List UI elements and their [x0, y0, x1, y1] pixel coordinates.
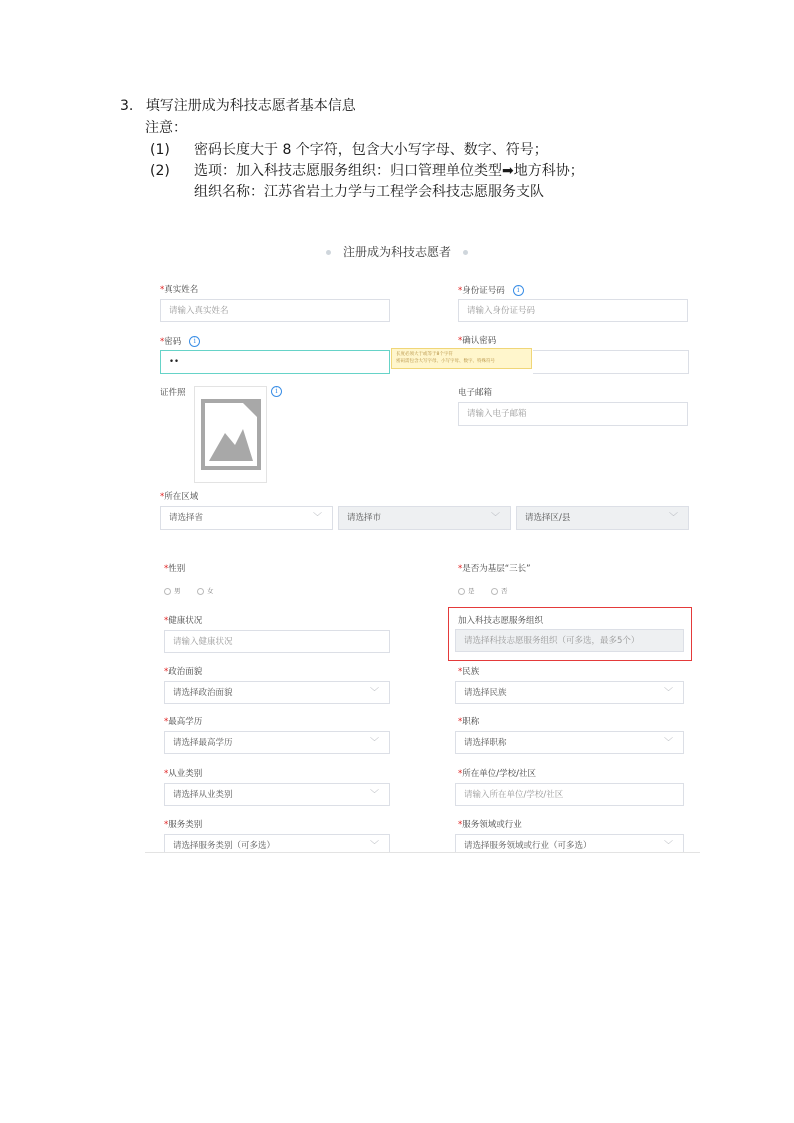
required-mark: * — [458, 717, 463, 727]
gender-radio-male[interactable] — [164, 586, 181, 595]
title-rank-label-text: 职称 — [462, 717, 480, 727]
required-mark: * — [458, 286, 463, 296]
ethnicity-label — [458, 667, 479, 678]
required-mark: * — [458, 820, 463, 830]
radio-circle-icon — [197, 588, 204, 595]
required-mark: * — [164, 769, 169, 779]
confirm-password-label-text: 确认密码 — [462, 336, 497, 346]
step-title: 填写注册成为科技志愿者基本信息 — [145, 98, 356, 114]
city-select-value: 请选择市 — [347, 513, 382, 523]
radio-circle-icon — [164, 588, 171, 595]
real-name-label — [160, 285, 198, 296]
health-label — [164, 616, 202, 627]
chevron-down-icon: ﹀ — [663, 688, 673, 698]
radio-circle-icon — [491, 588, 498, 595]
radio-circle-icon — [458, 588, 465, 595]
note-item-1-text: 密码长度大于 8 个字符，包含大小写字母、数字、符号； — [194, 142, 548, 158]
real-name-input[interactable]: 请输入真实姓名 — [160, 299, 390, 322]
required-mark: * — [458, 769, 463, 779]
confirm-password-input[interactable] — [533, 350, 689, 374]
info-icon[interactable]: i — [271, 386, 282, 397]
required-mark: * — [160, 492, 165, 502]
education-label-text: 最高学历 — [168, 717, 203, 727]
form-title: 注册成为科技志愿者 — [342, 245, 451, 259]
required-mark: * — [458, 564, 463, 574]
occupation-select[interactable] — [164, 783, 390, 806]
photo-label: 证件照 — [160, 388, 186, 398]
ethnicity-select-value: 请选择民族 — [464, 688, 507, 698]
confirm-password-label — [458, 336, 496, 347]
chevron-down-icon: ﹀ — [369, 688, 379, 698]
health-label-text: 健康状况 — [168, 616, 203, 626]
workplace-input[interactable]: 请输入所在单位/学校/社区 — [455, 783, 684, 806]
screenshot-cut-line — [145, 852, 700, 853]
ethnicity-select[interactable] — [455, 681, 684, 704]
password-input[interactable]: •• — [160, 350, 390, 374]
required-mark: * — [164, 667, 169, 677]
id-number-label-text: 身份证号码 — [462, 286, 505, 296]
ethnicity-label-text: 民族 — [462, 667, 480, 677]
occupation-label-text: 从业类别 — [168, 769, 203, 779]
image-placeholder-icon — [195, 387, 266, 482]
chevron-down-icon: ﹀ — [490, 513, 500, 523]
province-select-value: 请选择省 — [169, 513, 204, 523]
grassroots-label-text: 是否为基层“三长” — [462, 564, 531, 574]
occupation-select-value: 请选择从业类别 — [173, 790, 233, 800]
politics-label-text: 政治面貌 — [168, 667, 203, 677]
note-item-1-number: (1) — [150, 142, 170, 158]
password-label — [160, 336, 200, 348]
district-select-value: 请选择区/县 — [525, 513, 571, 523]
health-input[interactable]: 请输入健康状况 — [164, 630, 390, 653]
info-icon[interactable]: i — [513, 285, 524, 296]
education-label — [164, 717, 202, 728]
required-mark: * — [164, 616, 169, 626]
service-type-label-text: 服务类别 — [168, 820, 203, 830]
note-item-2-number: (2) — [150, 163, 170, 179]
note-item-2 — [150, 161, 584, 181]
note-label: 注意： — [145, 120, 187, 136]
note-item-1 — [150, 140, 548, 160]
id-number-input[interactable]: 请输入身份证号码 — [458, 299, 688, 322]
join-org-label: 加入科技志愿服务组织 — [458, 616, 544, 626]
tooltip-line-1: 长度必须大于或等于8个字符 — [396, 352, 453, 357]
chevron-down-icon: ﹀ — [668, 513, 678, 523]
tooltip-line-2: 密码需包含大写字母、小写字母、数字、特殊符号 — [396, 359, 495, 364]
service-field-select-value: 请选择服务领域或行业（可多选） — [464, 841, 592, 851]
step-heading — [120, 96, 356, 116]
photo-upload[interactable] — [194, 386, 267, 483]
chevron-down-icon: ﹀ — [369, 841, 379, 851]
required-mark: * — [458, 667, 463, 677]
occupation-label — [164, 769, 202, 780]
service-type-label — [164, 820, 202, 831]
gender-option-male: 男 — [174, 587, 181, 595]
chevron-down-icon: ﹀ — [369, 790, 379, 800]
id-number-label — [458, 285, 524, 297]
province-select[interactable] — [160, 506, 333, 530]
grassroots-radio-yes[interactable] — [458, 586, 475, 595]
required-mark: * — [160, 337, 165, 347]
email-input[interactable]: 请输入电子邮箱 — [458, 402, 688, 426]
gender-label-text: 性别 — [168, 564, 186, 574]
password-hint-tooltip — [391, 348, 532, 369]
join-org-select[interactable]: 请选择科技志愿服务组织（可多选，最多5个） — [455, 629, 684, 652]
service-field-label-text: 服务领域或行业 — [462, 820, 522, 830]
service-field-select[interactable] — [455, 834, 684, 852]
gender-label — [164, 564, 185, 575]
city-select[interactable] — [338, 506, 511, 530]
grassroots-label — [458, 564, 531, 575]
service-type-select[interactable] — [164, 834, 390, 852]
region-label — [160, 492, 198, 503]
district-select[interactable] — [516, 506, 689, 530]
chevron-down-icon: ﹀ — [663, 738, 673, 748]
password-label-text: 密码 — [164, 337, 182, 347]
note-item-2-text: 选项：加入科技志愿服务组织：归口管理单位类型➡地方科协； — [194, 163, 584, 179]
title-rank-label — [458, 717, 479, 728]
region-label-text: 所在区域 — [164, 492, 199, 502]
form-title-row — [0, 243, 794, 260]
real-name-label-text: 真实姓名 — [164, 285, 199, 295]
info-icon[interactable]: i — [189, 336, 200, 347]
politics-label — [164, 667, 202, 678]
title-dot-icon — [463, 250, 468, 255]
required-mark: * — [164, 820, 169, 830]
title-dot-icon — [326, 250, 331, 255]
chevron-down-icon: ﹀ — [312, 513, 322, 523]
education-select-value: 请选择最高学历 — [173, 738, 233, 748]
grassroots-radio-no[interactable] — [491, 586, 508, 595]
required-mark: * — [164, 717, 169, 727]
politics-select[interactable] — [164, 681, 390, 704]
politics-select-value: 请选择政治面貌 — [173, 688, 233, 698]
education-select[interactable] — [164, 731, 390, 754]
step-number: 3. — [120, 98, 134, 114]
workplace-label — [458, 769, 536, 780]
required-mark: * — [458, 336, 463, 346]
title-rank-select[interactable] — [455, 731, 684, 754]
service-type-select-value: 请选择服务类别（可多选） — [173, 841, 276, 851]
required-mark: * — [164, 564, 169, 574]
gender-option-female: 女 — [207, 587, 214, 595]
email-label: 电子邮箱 — [458, 388, 493, 398]
grassroots-option-yes: 是 — [468, 587, 475, 595]
chevron-down-icon: ﹀ — [369, 738, 379, 748]
service-field-label — [458, 820, 522, 831]
required-mark: * — [160, 285, 165, 295]
grassroots-option-no: 否 — [501, 587, 508, 595]
gender-radio-female[interactable] — [197, 586, 214, 595]
title-rank-select-value: 请选择职称 — [464, 738, 507, 748]
workplace-label-text: 所在单位/学校/社区 — [462, 769, 536, 779]
note-item-2-continuation: 组织名称：江苏省岩土力学与工程学会科技志愿服务支队 — [194, 184, 544, 200]
chevron-down-icon: ﹀ — [663, 841, 673, 851]
